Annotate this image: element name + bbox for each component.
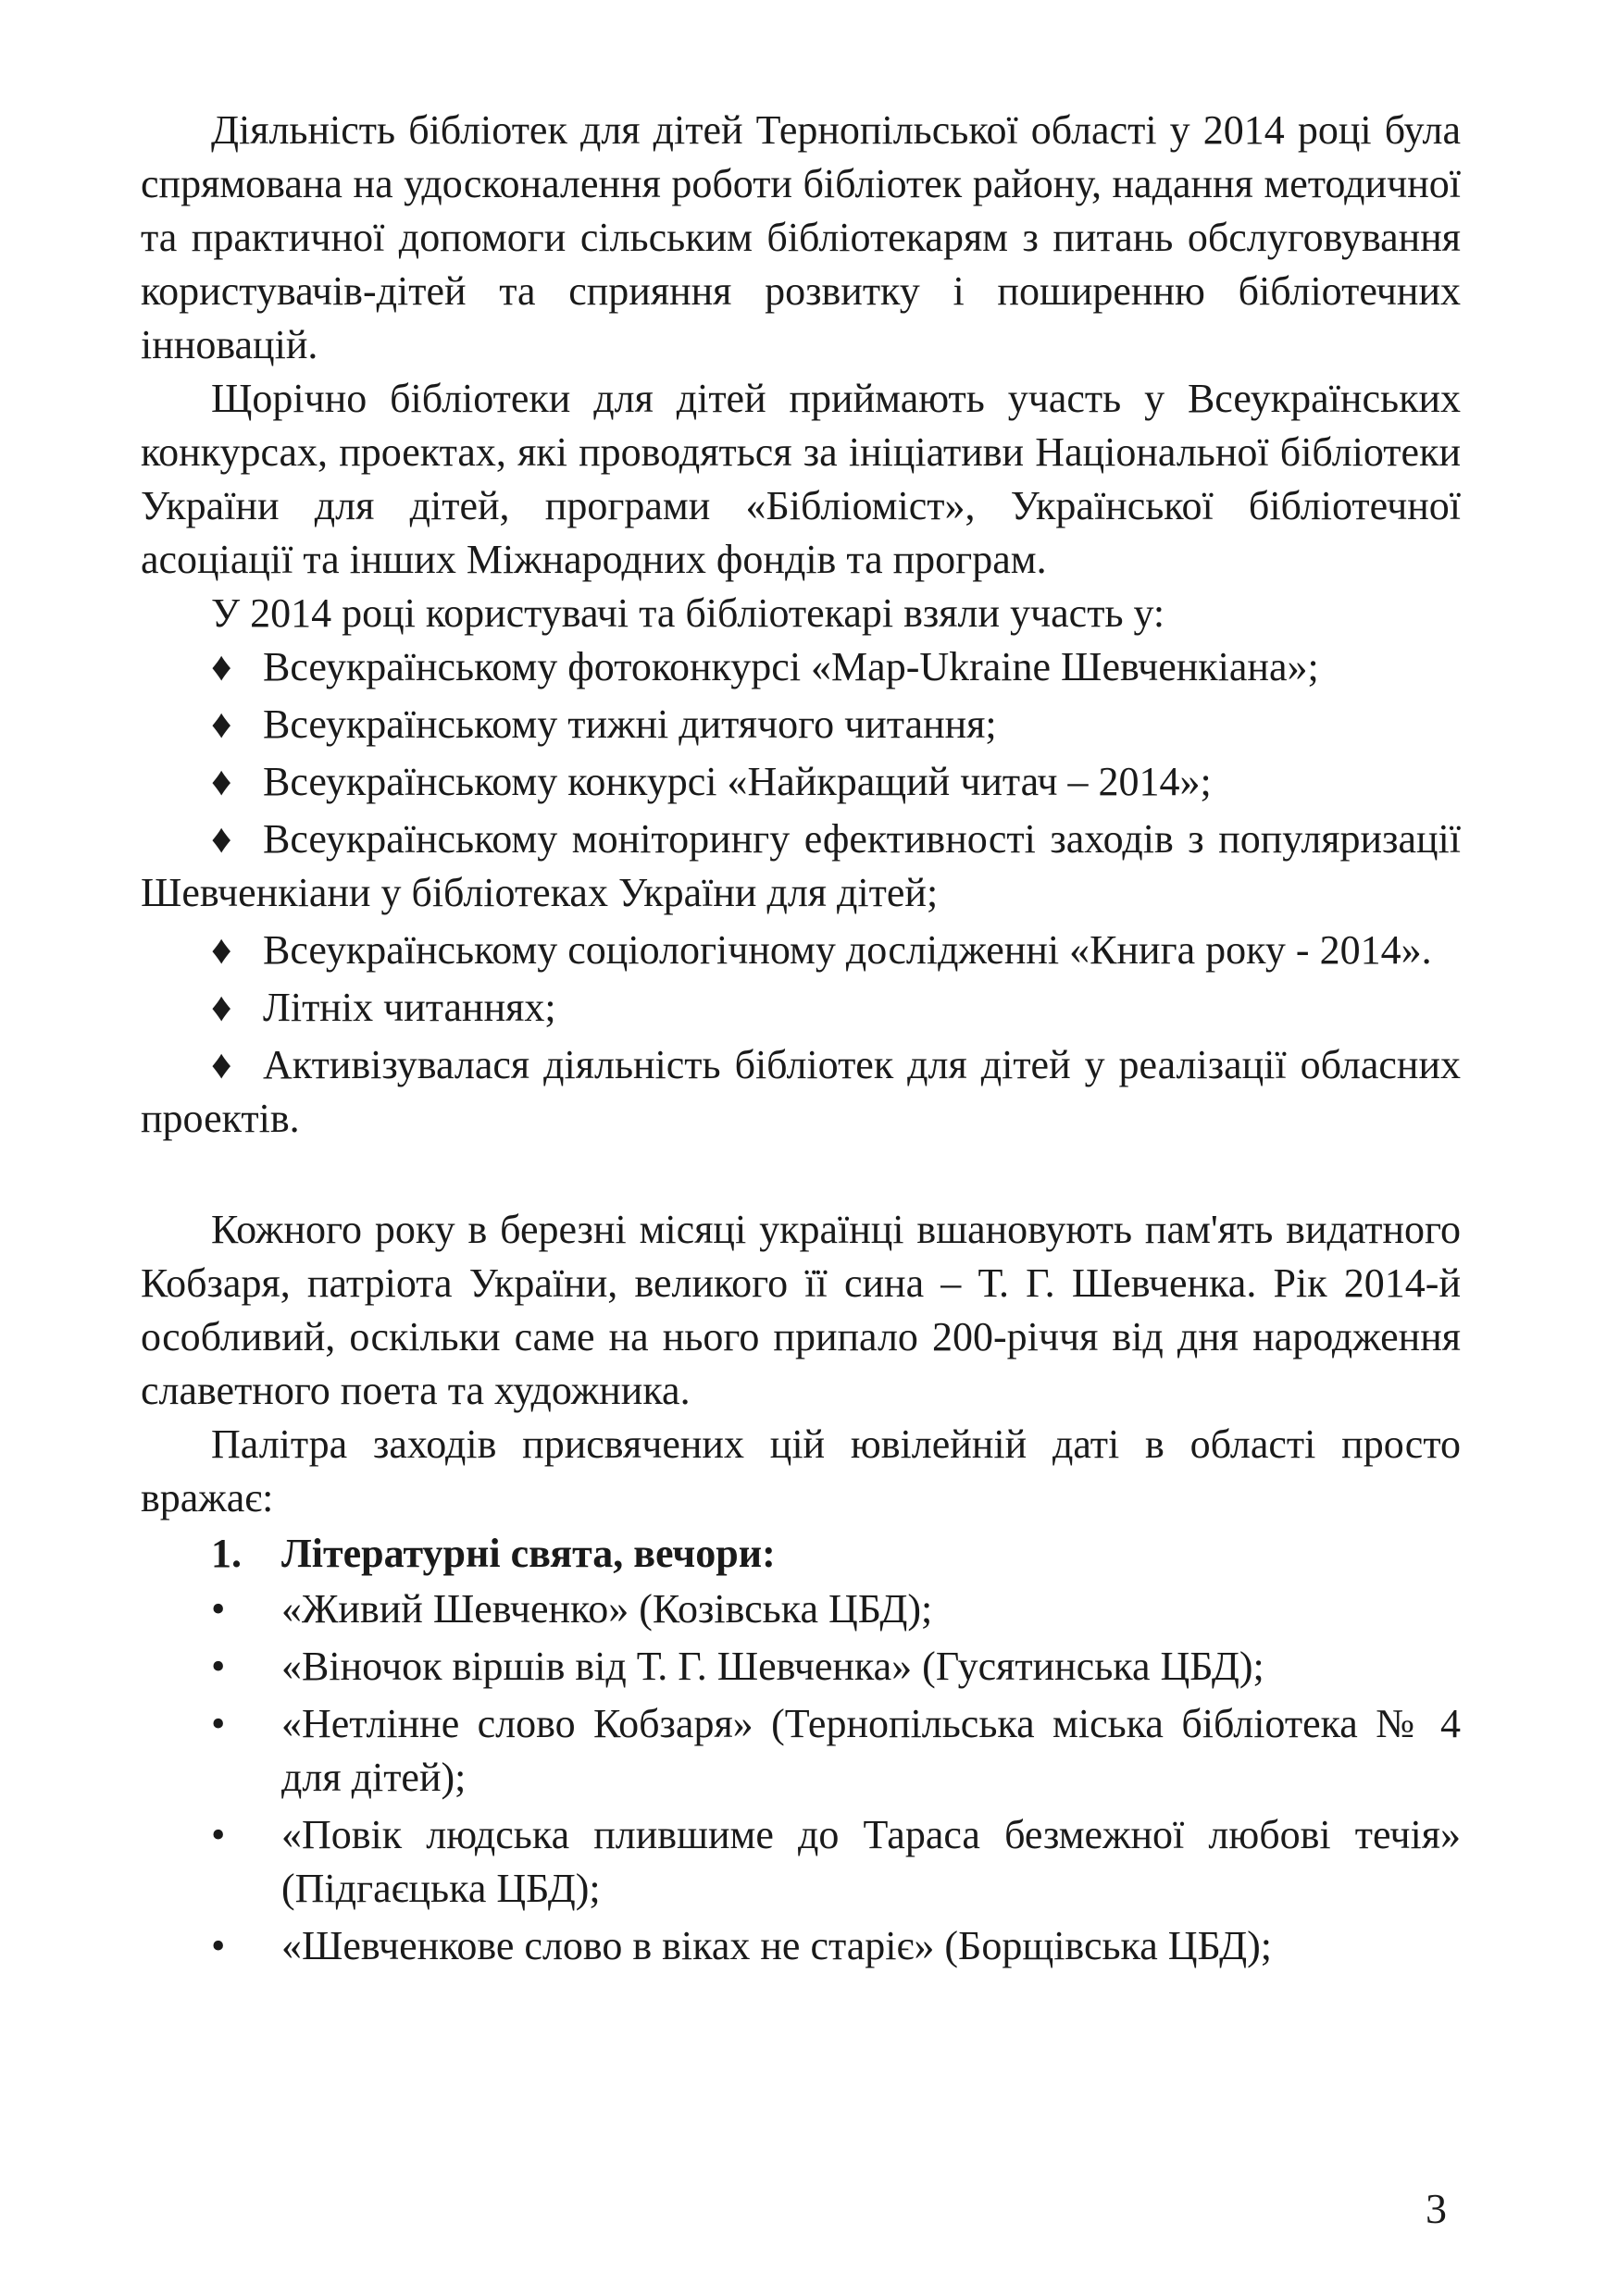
list-item [141,1919,1461,1973]
list-item-text: «Віночок віршів від Т. Г. Шевченка» (Гусятинська ЦБД); [281,1644,1264,1689]
diamond-bullet-icon: ♦ [211,759,232,804]
list-item-text: Всеукраїнському моніторингу ефективності заходів з популяризації Шевченкіани у бібліотеках України для дітей; [141,816,1461,915]
paragraph-contests: Щорічно бібліотеки для дітей приймають участь у Всеукраїнських конкурсах, проектах, які проводяться за ініціативи Національної бібліотеки України для дітей, програми «Бібліоміст», Української бібліотечної асоціації та інших Міжнародних фондів та програм. [141,376,1461,582]
list-item-text: «Нетлінне слово Кобзаря» (Тернопільська міська бібліотека № 4 для дітей); [281,1701,1461,1800]
bullet-icon: • [211,1923,226,1968]
paragraph-shevchenko: Кожного року в березні місяці українці вшановують пам'ять видатного Кобзаря, патріота України, великого її сина – Т. Г. Шевченка. Рік 2014-й особливий, оскільки саме на нього припало 200-річчя від дня народження славетного поета та художника. [141,1207,1461,1413]
list-item-text: Всеукраїнському соціологічному дослідженні «Книга року - 2014». [263,927,1432,973]
events-list [141,1582,1461,1973]
diamond-bullet-icon: ♦ [211,927,232,973]
page-content [141,104,1461,1977]
list-item [141,698,1461,751]
list-item [141,640,1483,694]
diamond-bullet-icon: ♦ [211,985,232,1030]
participation-list [141,640,1461,1146]
list-item [141,1582,1461,1636]
paragraph-events-intro: Палітра заходів присвячених цій ювілейній даті в області просто вражає: [141,1421,1461,1520]
list-item-text: Всеукраїнському тижні дитячого читання; [263,701,997,747]
diamond-bullet-icon: ♦ [211,644,232,689]
list-item-text: Всеукраїнському фотоконкурсі «Map-Ukraine Шевченкіана»; [263,644,1319,689]
diamond-bullet-icon: ♦ [211,1042,232,1087]
bullet-icon: • [211,1644,226,1689]
list-item [141,1640,1461,1694]
list-item [141,924,1461,977]
blank-line [141,1149,1461,1203]
section-number: 1. [211,1531,242,1576]
section-heading [141,1527,1461,1581]
list-item-text: Активізувалася діяльність бібліотек для дітей у реалізації обласних проектів. [141,1042,1461,1141]
list-item [141,1038,1461,1146]
list-item-text: «Повік людська плившиме до Тараса безмежної любові течія» (Підгаєцька ЦБД); [281,1812,1461,1911]
list-item-text: Всеукраїнському конкурсі «Найкращий читач – 2014»; [263,759,1212,804]
list-item [141,981,1461,1035]
paragraph-intro: Діяльність бібліотек для дітей Тернопільської області у 2014 році була спрямована на удосконалення роботи бібліотек району, надання методичної та практичної допомоги сільським бібліотекарям з питань обслуговування користувачів-дітей та сприяння розвитку і поширенню бібліотечних інновацій. [141,107,1461,367]
diamond-bullet-icon: ♦ [211,816,232,862]
list-item [141,1808,1461,1916]
diamond-bullet-icon: ♦ [211,701,232,747]
page-number: 3 [1426,2185,1447,2232]
list-item [141,813,1461,920]
list-item-text: «Шевченкове слово в віках не старіє» (Борщівська ЦБД); [281,1923,1273,1968]
section-title: Літературні свята, вечори: [281,1531,776,1576]
bullet-icon: • [211,1701,226,1746]
list-item-text: Літніх читаннях; [263,985,556,1030]
bullet-icon: • [211,1812,226,1857]
list-item [141,755,1461,809]
paragraph-participation-intro: У 2014 році користувачі та бібліотекарі взяли участь у: [211,590,1165,636]
list-item-text: «Живий Шевченко» (Козівська ЦБД); [281,1586,933,1632]
bullet-icon: • [211,1586,226,1632]
list-item [141,1697,1461,1805]
